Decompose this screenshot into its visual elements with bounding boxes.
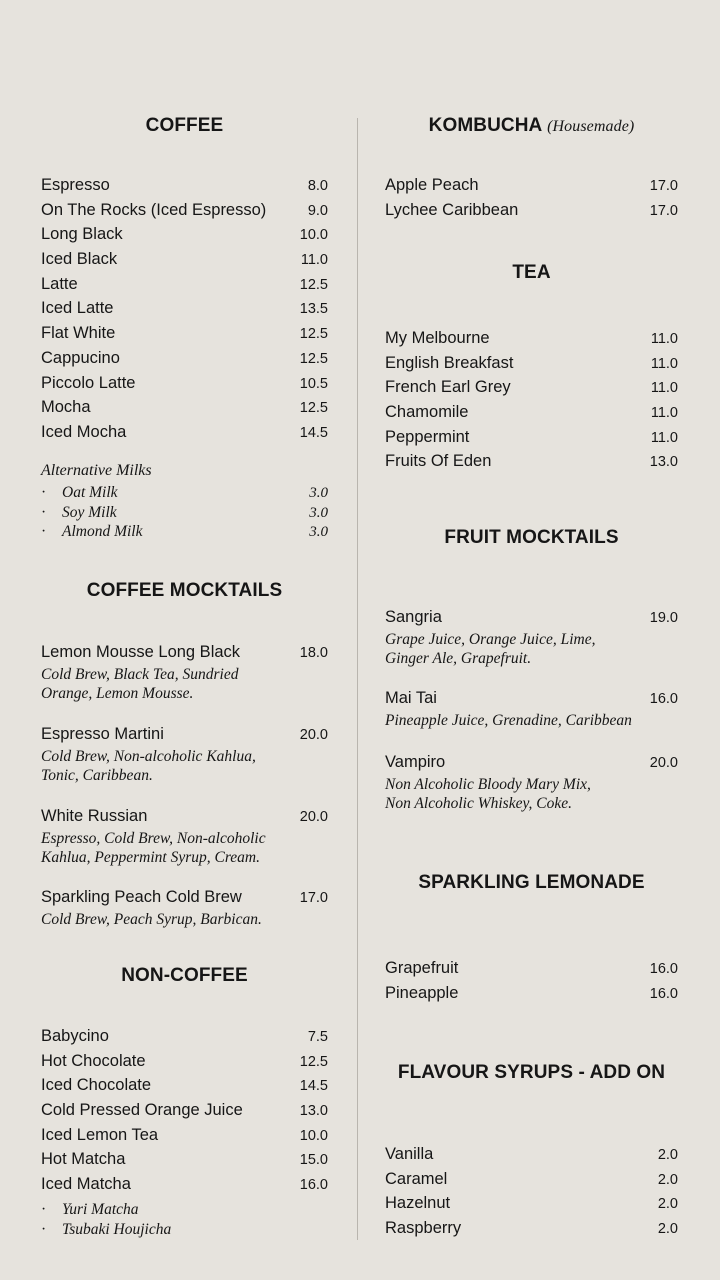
menu-item	[41, 198, 328, 223]
item-price: 20.0	[649, 755, 678, 771]
item-name: Latte	[41, 274, 78, 293]
tea-list	[385, 326, 678, 474]
menu-item	[41, 272, 328, 297]
item-price: 12.5	[299, 350, 328, 367]
item-price: 2.0	[657, 1221, 678, 1238]
item-price: 11.0	[650, 355, 678, 372]
item-name: Hot Matcha	[41, 1150, 126, 1169]
item-price: 10.0	[299, 227, 328, 244]
item-price: 14.5	[299, 424, 328, 441]
item-price: 9.0	[307, 202, 328, 219]
kombucha-list	[385, 173, 678, 222]
menu-item	[41, 173, 328, 198]
item-description: Pineapple Juice, Grenadine, Caribbean	[385, 711, 632, 729]
item-description: Cold Brew, Peach Syrup, Barbican.	[41, 910, 262, 928]
item-name: Iced Matcha	[41, 1175, 131, 1194]
item-name: Iced Chocolate	[41, 1076, 152, 1095]
option-name: Soy Milk	[62, 503, 117, 521]
item-name: My Melbourne	[385, 329, 490, 347]
item-name: Mai Tai	[385, 689, 437, 707]
menu-item	[41, 321, 328, 346]
item-name: Lychee Caribbean	[385, 200, 519, 219]
flavour-syrups-heading: FLAVOUR SYRUPS - ADD ON	[397, 1062, 666, 1083]
item-name: Vanilla	[385, 1145, 434, 1163]
milk-option	[41, 503, 328, 523]
item-description: Non Alcoholic Bloody Mary Mix, Non Alcoholic Whiskey, Coke.	[385, 775, 591, 813]
item-name: Sangria	[385, 608, 442, 626]
item-name: Piccolo Latte	[41, 373, 136, 392]
menu-item	[385, 326, 678, 351]
item-name: Hazelnut	[385, 1194, 451, 1213]
item-price: 13.5	[299, 301, 328, 318]
menu-item	[385, 173, 678, 198]
option-name: Almond Milk	[62, 523, 143, 540]
menu-item	[41, 1147, 328, 1172]
item-name: Cold Pressed Orange Juice	[41, 1101, 243, 1120]
coffee-mocktail-item	[41, 885, 328, 929]
item-name: Long Black	[41, 225, 123, 244]
item-price: 11.0	[650, 331, 678, 347]
item-price: 11.0	[300, 252, 328, 269]
item-description: Cold Brew, Black Tea, Sundried Orange, Lemon Mousse.	[41, 665, 239, 703]
non-coffee-list	[41, 1024, 328, 1197]
menu-item	[385, 198, 678, 223]
bullet-icon: ·	[41, 523, 47, 540]
item-price: 8.0	[307, 178, 328, 194]
item-name: Chamomile	[385, 403, 469, 422]
item-name: Hot Chocolate	[41, 1051, 146, 1070]
option-name: Oat Milk	[62, 484, 118, 501]
item-price: 2.0	[657, 1196, 678, 1213]
bullet-icon: ·	[41, 503, 47, 521]
bullet-icon: ·	[41, 1220, 47, 1238]
item-name: Iced Black	[41, 250, 118, 269]
item-name: Babycino	[41, 1027, 109, 1045]
item-price: 12.5	[299, 400, 328, 417]
item-price: 2.0	[657, 1147, 678, 1163]
menu-item	[385, 956, 678, 981]
item-name: Apple Peach	[385, 176, 479, 194]
item-name: Flat White	[41, 324, 116, 343]
item-name: Fruits Of Eden	[385, 452, 492, 471]
tea-heading: TEA	[512, 262, 551, 283]
item-name: Lemon Mousse Long Black	[41, 643, 241, 661]
item-price: 10.5	[299, 375, 328, 392]
menu-item	[41, 1098, 328, 1123]
bullet-icon: ·	[41, 484, 47, 501]
item-name: Espresso	[41, 176, 110, 194]
menu-item	[385, 375, 678, 400]
menu-item	[41, 1073, 328, 1098]
item-price: 20.0	[299, 727, 328, 743]
item-name: Iced Mocha	[41, 422, 127, 441]
item-name: Cappucino	[41, 348, 120, 367]
item-price: 12.5	[299, 276, 328, 293]
kombucha-title: KOMBUCHA	[428, 115, 542, 136]
coffee-mocktail-item	[41, 804, 328, 868]
item-description: Grape Juice, Orange Juice, Lime, Ginger Ale, Grapefruit.	[385, 630, 596, 668]
non-coffee-heading: NON-COFFEE	[121, 965, 248, 986]
item-name: Iced Lemon Tea	[41, 1125, 159, 1144]
item-name: French Earl Grey	[385, 378, 511, 397]
item-price: 10.0	[299, 1127, 328, 1144]
item-name: Mocha	[41, 398, 91, 417]
coffee-mocktail-item	[41, 722, 328, 786]
item-price: 16.0	[649, 691, 678, 707]
fruit-mocktail-item	[385, 750, 678, 814]
menu-item	[41, 371, 328, 396]
menu-item	[41, 1123, 328, 1148]
item-price: 7.5	[307, 1029, 328, 1045]
fruit-mocktail-item	[385, 605, 678, 669]
menu-item	[41, 1024, 328, 1049]
menu-item	[41, 346, 328, 371]
menu-item	[385, 1142, 678, 1167]
menu-item	[385, 981, 678, 1006]
item-name: Sparkling Peach Cold Brew	[41, 888, 242, 906]
item-name: Raspberry	[385, 1219, 462, 1238]
menu-item	[41, 1049, 328, 1074]
item-name: Espresso Martini	[41, 725, 164, 743]
item-price: 13.0	[649, 454, 678, 471]
matcha-option	[41, 1200, 328, 1220]
item-name: Caramel	[385, 1169, 448, 1188]
item-price: 17.0	[299, 890, 328, 906]
item-price: 12.5	[299, 1053, 328, 1070]
item-price: 13.0	[299, 1103, 328, 1120]
menu-item	[41, 395, 328, 420]
matcha-options	[41, 1200, 328, 1239]
menu-item	[385, 425, 678, 450]
milk-option	[41, 483, 328, 503]
item-name: White Russian	[41, 807, 148, 825]
menu-item	[385, 1167, 678, 1192]
kombucha-subtitle: (Housemade)	[547, 118, 635, 135]
item-price: 15.0	[299, 1152, 328, 1169]
item-name: Vampiro	[385, 753, 446, 771]
item-price: 17.0	[649, 178, 678, 194]
item-description: Espresso, Cold Brew, Non-alcoholic Kahlua, Peppermint Syrup, Cream.	[41, 829, 266, 867]
coffee-mocktails-heading: COFFEE MOCKTAILS	[86, 580, 283, 601]
sparkling-lemonade-list	[385, 956, 678, 1005]
item-description: Cold Brew, Non-alcoholic Kahlua, Tonic, Caribbean.	[41, 747, 256, 785]
alternative-milks	[41, 459, 328, 542]
item-name: Peppermint	[385, 427, 470, 446]
alternative-milks-title: Alternative Milks	[41, 462, 152, 479]
menu-item	[385, 400, 678, 425]
kombucha-heading	[385, 114, 678, 138]
item-price: 17.0	[649, 202, 678, 219]
menu-item	[41, 247, 328, 272]
item-price: 19.0	[649, 610, 678, 626]
item-price: 11.0	[650, 429, 678, 446]
option-price: 3.0	[309, 504, 328, 521]
menu-item	[41, 420, 328, 445]
option-name: Tsubaki Houjicha	[62, 1220, 172, 1238]
item-price: 16.0	[649, 985, 678, 1002]
matcha-option	[41, 1220, 328, 1240]
milk-option	[41, 522, 328, 542]
item-price: 11.0	[650, 405, 678, 422]
menu-item	[41, 1172, 328, 1197]
option-price: 3.0	[309, 485, 328, 501]
item-name: English Breakfast	[385, 353, 514, 372]
column-divider	[357, 118, 358, 1240]
item-price: 16.0	[299, 1177, 328, 1194]
item-name: Pineapple	[385, 983, 459, 1002]
item-price: 14.5	[299, 1078, 328, 1095]
menu-item	[385, 449, 678, 474]
fruit-mocktails-heading: FRUIT MOCKTAILS	[444, 527, 619, 548]
item-price: 11.0	[650, 380, 678, 397]
coffee-heading: COFFEE	[145, 115, 224, 136]
menu-item	[385, 1216, 678, 1241]
item-price: 2.0	[657, 1171, 678, 1188]
sparkling-lemonade-heading: SPARKLING LEMONADE	[418, 872, 645, 893]
item-price: 18.0	[299, 645, 328, 661]
option-name: Yuri Matcha	[62, 1201, 139, 1218]
item-price: 20.0	[299, 809, 328, 825]
item-name: Grapefruit	[385, 959, 459, 977]
menu-item	[41, 296, 328, 321]
menu-item	[385, 1191, 678, 1216]
item-name: On The Rocks (Iced Espresso)	[41, 200, 267, 219]
coffee-mocktail-item	[41, 640, 328, 704]
item-price: 16.0	[649, 961, 678, 977]
option-price: 3.0	[309, 524, 328, 540]
flavour-syrups-list	[385, 1142, 678, 1241]
item-price: 12.5	[299, 326, 328, 343]
coffee-list	[41, 173, 328, 445]
fruit-mocktail-item	[385, 686, 678, 730]
item-name: Iced Latte	[41, 299, 114, 318]
menu-item	[41, 222, 328, 247]
menu-item	[385, 351, 678, 376]
bullet-icon: ·	[41, 1201, 47, 1218]
